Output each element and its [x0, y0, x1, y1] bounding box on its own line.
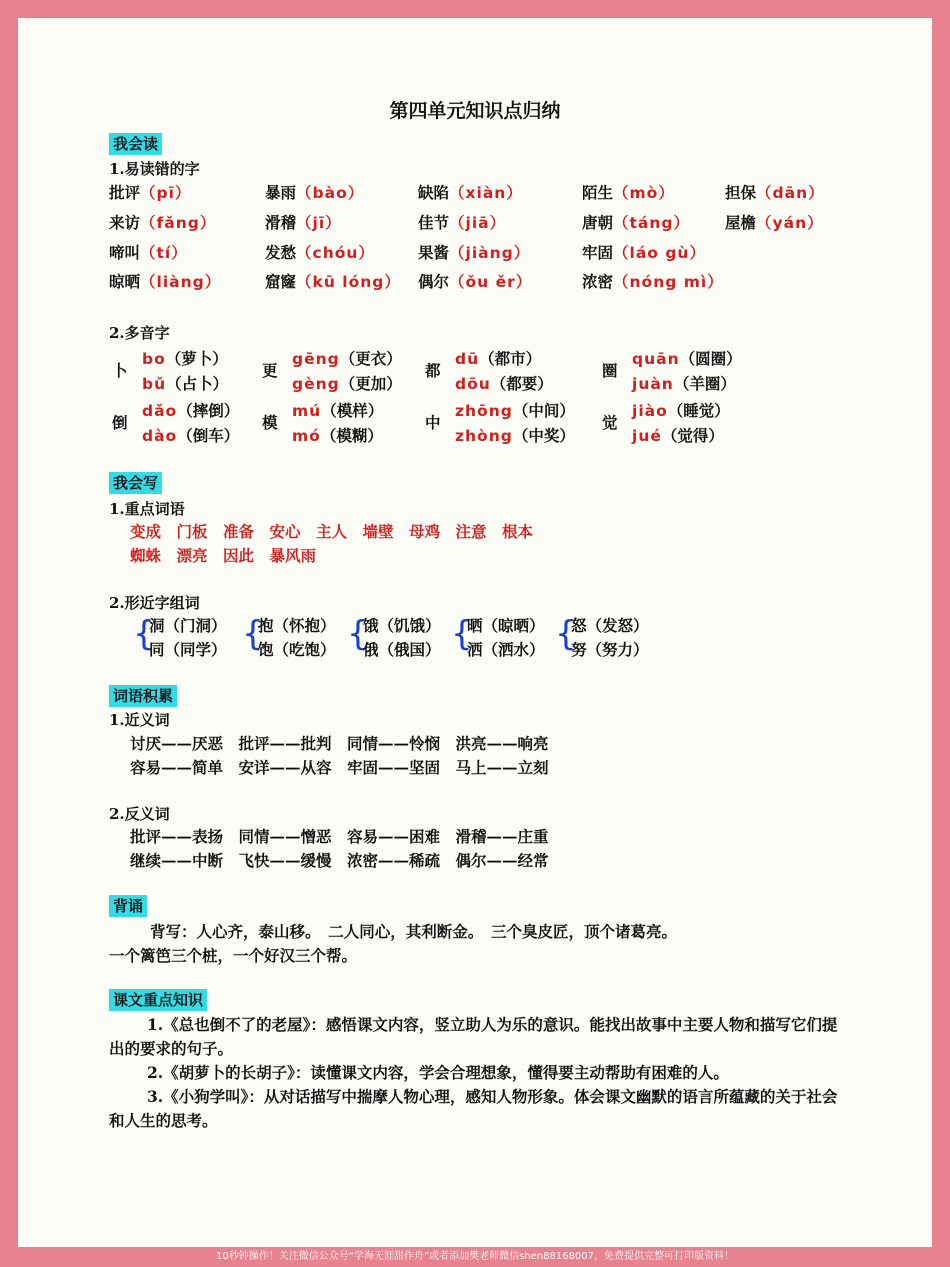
polyphone-reading: [455, 347, 541, 369]
polyphone-title: 2.多音字: [109, 324, 170, 342]
easy-word-text: 唐朝: [582, 213, 614, 232]
easy-word: [265, 211, 342, 233]
easy-word-text: 牢固: [582, 243, 614, 262]
similar-char-word: 怒（发怒）: [571, 616, 649, 635]
polyphone-pinyin: gēng: [292, 350, 340, 368]
easy-word-text: 发愁: [265, 243, 297, 262]
easy-word-pinyin: （láo gù）: [613, 244, 706, 262]
polyphone-pinyin: zhòng: [455, 427, 513, 445]
polyphone-pinyin: mó: [292, 427, 321, 445]
section-read-heading: 我会读: [109, 133, 162, 155]
footer-notice: 10秒钟操作！关注微信公众号“学海无涯甜作舟”或者添加樊老师微信shen88168007，免费提供完整可打印版资料！: [215, 1251, 735, 1262]
easy-word-text: 偶尔: [418, 272, 450, 291]
polyphone-char: 中: [425, 413, 441, 432]
easy-word-text: 暴雨: [265, 183, 297, 202]
easy-word-pinyin: （jī）: [296, 214, 342, 232]
synonyms-title: 1.近义词: [109, 711, 170, 729]
polyphone-word: （都要）: [490, 374, 553, 393]
easy-word: [109, 241, 188, 263]
easy-word-pinyin: （fǎng）: [140, 214, 217, 232]
polyphone-char: 觉: [602, 413, 618, 432]
brace-icon: {: [133, 614, 155, 654]
easy-word: [265, 270, 401, 292]
polyphone-word: （占卜）: [166, 374, 229, 393]
polyphone-reading: [142, 424, 239, 446]
easy-word-text: 啼叫: [109, 243, 141, 262]
easy-word: [109, 211, 216, 233]
easy-word-text: 陌生: [582, 183, 614, 202]
polyphone-word: （觉得）: [661, 426, 724, 445]
easy-word-text: 浓密: [582, 272, 614, 291]
easy-word: [418, 241, 530, 263]
polyphone-pinyin: zhōng: [455, 402, 513, 420]
polyphone-reading: [292, 424, 383, 446]
polyphone-word: （模样）: [321, 401, 384, 420]
section-vocab-heading: 词语积累: [109, 685, 177, 707]
synonyms-line-2: 容易——简单 安详——从容 牢固——坚固 马上——立刻: [130, 758, 549, 777]
lesson-point-2: 2.《胡萝卜的长胡子》：读懂课文内容，学会合理想象，懂得要主动帮助有困难的人。: [147, 1063, 729, 1082]
easy-word: [725, 211, 824, 233]
easy-word: [265, 241, 375, 263]
synonyms-line-1: 讨厌——厌恶 批评——批判 同情——怜悯 洪亮——响亮: [130, 734, 549, 753]
easy-word-pinyin: （jiàng）: [449, 244, 531, 262]
similar-char-word: 饱（吃饱）: [258, 640, 336, 659]
similar-char-word: 饿（饥饿）: [363, 616, 441, 635]
polyphone-pinyin: mú: [292, 402, 322, 420]
polyphone-reading: [142, 399, 239, 421]
easy-word-text: 窟窿: [265, 272, 297, 291]
easy-word-pinyin: （dān）: [756, 184, 825, 202]
recite-line-2: 一个篱笆三个桩，一个好汉三个帮。: [109, 946, 358, 965]
section-recite-heading: 背诵: [109, 895, 147, 917]
polyphone-reading: [632, 347, 742, 369]
polyphone-reading: [632, 399, 730, 421]
easy-word: [725, 181, 825, 203]
page-title: 第四单元知识点归纳: [389, 100, 561, 122]
easy-word-pinyin: （jiā）: [449, 214, 507, 232]
similar-chars-title: 2.形近字组词: [109, 594, 200, 612]
polyphone-char: 模: [262, 413, 278, 432]
easy-word-pinyin: （kū lóng）: [296, 273, 401, 291]
easy-word-text: 缺陷: [418, 183, 450, 202]
similar-char-word: 晒（晾晒）: [467, 616, 545, 635]
polyphone-word: （中奖）: [512, 426, 575, 445]
key-words-line-2: 蜘蛛 漂亮 因此 暴风雨: [130, 546, 317, 565]
antonyms-title: 2.反义词: [109, 805, 170, 823]
easy-word-pinyin: （ǒu ěr）: [449, 273, 533, 291]
easy-word-pinyin: （tí）: [140, 244, 188, 262]
key-words-line-1: 变成 门板 准备 安心 主人 墙壁 母鸡 注意 根本: [130, 522, 534, 541]
polyphone-char: 更: [262, 361, 278, 380]
brace-icon: {: [347, 614, 369, 654]
easy-word-pinyin: （nóng mì）: [613, 273, 724, 291]
polyphone-word: （萝卜）: [165, 349, 228, 368]
antonyms-line-1: 批评——表扬 同情——憎恶 容易——困难 滑稽——庄重: [130, 827, 549, 846]
polyphone-pinyin: bo: [142, 350, 166, 368]
easy-word-text: 屋檐: [725, 213, 757, 232]
easy-word-text: 滑稽: [265, 213, 297, 232]
key-words-title: 1.重点词语: [109, 500, 185, 518]
easy-word-pinyin: （yán）: [756, 214, 824, 232]
easy-word: [418, 181, 523, 203]
easy-word-text: 担保: [725, 183, 757, 202]
brace-icon: {: [242, 614, 264, 654]
easy-word-pinyin: （bào）: [296, 184, 365, 202]
section-write-heading: 我会写: [109, 472, 162, 494]
easy-word: [582, 211, 690, 233]
easy-word-text: 晾晒: [109, 272, 141, 291]
polyphone-char: 倒: [112, 413, 128, 432]
easy-word-text: 果酱: [418, 243, 450, 262]
easy-words-title: 1.易读错的字: [109, 160, 200, 178]
similar-char-word: 同（同学）: [149, 640, 227, 659]
lesson-point-3: 3.《小狗学叫》：从对话描写中揣摩人物心理，感知人物形象。体会课文幽默的语言所蕴藏的关于社会和人生的思考。: [109, 1087, 838, 1130]
brace-icon: {: [555, 614, 577, 654]
polyphone-reading: [455, 399, 575, 421]
similar-char-word: 洒（洒水）: [467, 640, 545, 659]
polyphone-reading: [455, 372, 553, 394]
similar-char-word: 抱（怀抱）: [258, 616, 336, 635]
polyphone-word: （都市）: [479, 349, 542, 368]
polyphone-pinyin: dǎo: [142, 402, 178, 420]
recite-line-1: 背写：人心齐，泰山移。 二人同心，其利断金。 三个臭皮匠，顶个诸葛亮。: [150, 922, 678, 941]
polyphone-pinyin: bǔ: [142, 375, 167, 393]
polyphone-char: 圈: [602, 361, 618, 380]
easy-word-text: 批评: [109, 183, 141, 202]
polyphone-word: （中间）: [512, 401, 575, 420]
easy-word: [418, 270, 532, 292]
easy-word-pinyin: （pī）: [140, 184, 192, 202]
easy-word: [582, 241, 706, 263]
easy-word-pinyin: （liàng）: [140, 273, 222, 291]
polyphone-reading: [455, 424, 575, 446]
polyphone-reading: [632, 424, 724, 446]
polyphone-pinyin: jiào: [632, 402, 668, 420]
brace-icon: {: [451, 614, 473, 654]
polyphone-reading: [142, 372, 228, 394]
easy-word-text: 来访: [109, 213, 141, 232]
easy-word-text: 佳节: [418, 213, 450, 232]
polyphone-pinyin: quān: [632, 350, 680, 368]
polyphone-char: 都: [425, 361, 441, 380]
similar-char-word: 洞（门洞）: [149, 616, 227, 635]
easy-word-pinyin: （chóu）: [296, 244, 375, 262]
polyphone-pinyin: gèng: [292, 375, 340, 393]
lesson-point-1: 1.《总也倒不了的老屋》：感悟课文内容，竖立助人为乐的意识。能找出故事中主要人物和描写它们提出的要求的句子。: [109, 1015, 838, 1058]
similar-char-word: 俄（俄国）: [363, 640, 441, 659]
polyphone-pinyin: juàn: [632, 375, 674, 393]
easy-word-pinyin: （xiàn）: [449, 184, 523, 202]
easy-word: [109, 181, 191, 203]
polyphone-char: 卜: [112, 361, 128, 380]
polyphone-reading: [292, 399, 383, 421]
easy-word: [582, 181, 675, 203]
polyphone-word: （更衣）: [339, 349, 402, 368]
antonyms-line-2: 继续——中断 飞快——缓慢 浓密——稀疏 偶尔——经常: [130, 851, 549, 870]
easy-word: [265, 181, 364, 203]
polyphone-reading: [142, 347, 228, 369]
polyphone-reading: [292, 347, 402, 369]
polyphone-reading: [632, 372, 736, 394]
polyphone-pinyin: jué: [632, 427, 662, 445]
similar-char-word: 努（努力）: [571, 640, 649, 659]
polyphone-reading: [292, 372, 402, 394]
polyphone-pinyin: dū: [455, 350, 480, 368]
polyphone-word: （羊圈）: [673, 374, 736, 393]
easy-word: [418, 211, 506, 233]
polyphone-word: （模糊）: [320, 426, 383, 445]
polyphone-pinyin: dào: [142, 427, 178, 445]
polyphone-word: （摔倒）: [177, 401, 240, 420]
easy-word: [109, 270, 221, 292]
polyphone-pinyin: dōu: [455, 375, 491, 393]
easy-word: [582, 270, 724, 292]
section-lesson-heading: 课文重点知识: [109, 989, 207, 1011]
easy-word-pinyin: （táng）: [613, 214, 691, 232]
polyphone-word: （圆圈）: [679, 349, 742, 368]
polyphone-word: （睡觉）: [667, 401, 730, 420]
polyphone-word: （倒车）: [177, 426, 240, 445]
easy-word-pinyin: （mò）: [613, 184, 675, 202]
polyphone-word: （更加）: [339, 374, 402, 393]
